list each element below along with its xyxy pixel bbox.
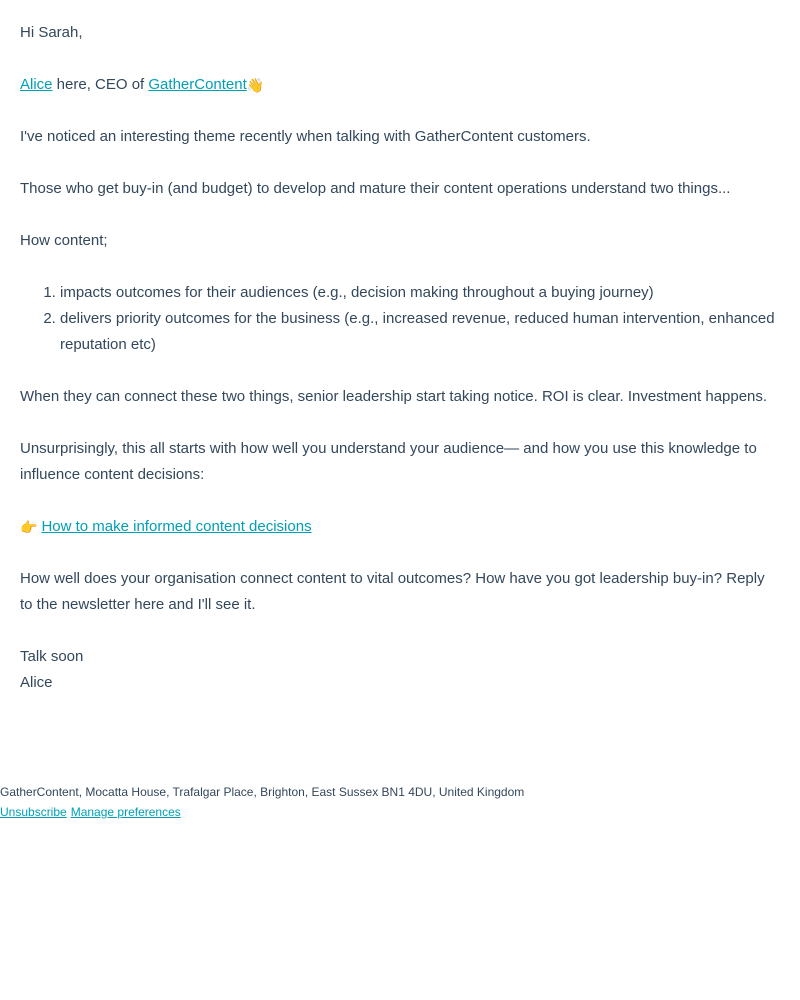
how-content-paragraph: How content; xyxy=(20,232,108,249)
pointing-right-hand-icon: 👉 xyxy=(20,520,38,536)
footer-links xyxy=(0,802,800,822)
unsubscribe-link[interactable]: Unsubscribe xyxy=(0,805,67,819)
greeting-paragraph xyxy=(20,20,780,46)
cta-paragraph xyxy=(20,514,780,540)
signoff-line-2: Alice xyxy=(20,674,53,691)
roi-paragraph: When they can connect these two things, senior leadership start taking notice. ROI is clear. Investment happens. xyxy=(20,388,768,405)
signoff-line-1: Talk soon xyxy=(20,648,84,665)
cta-link[interactable]: How to make informed content decisions xyxy=(41,518,312,535)
signoff-paragraph xyxy=(20,644,780,696)
manage-preferences-link[interactable]: Manage preferences xyxy=(70,805,181,819)
audience-paragraph: Unsurprisingly, this all starts with how well you understand your audience— and how you use this knowledge to influence content decisions: xyxy=(20,440,757,483)
list-item: 2. delivers priority outcomes for the business (e.g., increased revenue, reduced human intervention, enhanced reputation etc) xyxy=(60,306,780,358)
intro-middle-text: here, CEO of xyxy=(52,76,149,93)
closing-question-paragraph: How well does your organisation connect content to vital outcomes? How have you got leadership buy-in? Reply to the newsletter here and I'll see it. xyxy=(20,570,765,613)
waving-hand-icon: 👋 xyxy=(246,78,265,94)
email-footer xyxy=(0,782,800,822)
greeting-text: Hi Sarah, xyxy=(20,24,83,41)
footer-address: GatherContent, Mocatta House, Trafalgar Place, Brighton, East Sussex BN1 4DU, United Kingdom xyxy=(0,785,525,799)
list-item: 1. impacts outcomes for their audiences (e.g., decision making throughout a buying journey) xyxy=(60,280,780,306)
noticed-theme-paragraph: I've noticed an interesting theme recently when talking with GatherContent customers. xyxy=(20,128,591,145)
company-link[interactable]: GatherContent xyxy=(148,76,247,93)
buy-in-paragraph: Those who get buy-in (and budget) to develop and mature their content operations understand two things... xyxy=(20,180,731,197)
sender-name-link[interactable]: Alice xyxy=(20,76,53,93)
intro-paragraph xyxy=(20,72,780,98)
outcomes-list xyxy=(20,280,780,358)
